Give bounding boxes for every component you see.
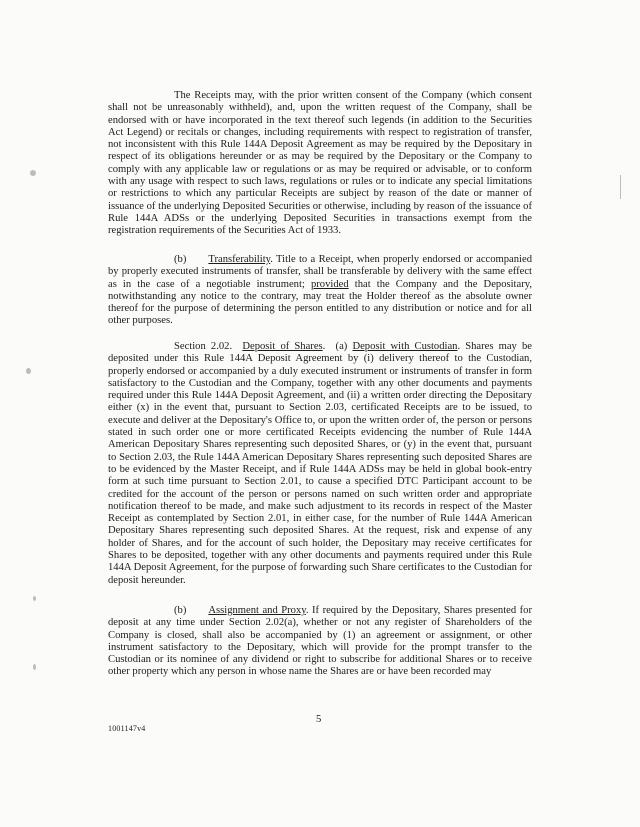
paragraph-receipt-legends: [108, 90, 532, 238]
provided-term: provided: [310, 278, 349, 290]
scan-speck: [30, 170, 36, 176]
subsection-heading: Assignment and Proxy: [208, 605, 306, 616]
paragraph-text: . If required by the Depositary, Shares presented for deposit at any time under Section 2.02(a), whether or not any register of Shareholders of the Company is closed, shall also be accompanied by (1) an agreement or assignment, or other instrument satisfactory to the Depositary, which will provide for the prompt transfer to the Custodian or its nominee of any dividend or right to subscribe for additional Shares or to receive other property which any person in whose name the Shares are or have been recorded may: [108, 605, 532, 678]
section-heading: Deposit of Shares: [242, 341, 323, 352]
paragraph-transferability: [108, 254, 532, 328]
paragraph-assignment-and-proxy: [108, 605, 532, 679]
paragraph-text: . Title to a Receipt, when properly endorsed or accompanied by properly executed instruments of transfer, shall be transferable by delivery with the same effect as in the case of a negotiable instrument;: [108, 254, 532, 290]
section-number: Section 2.02.: [174, 341, 233, 352]
paragraph-text: that the Company and the Depositary, notwithstanding any notice to the contrary, may treat the Holder thereof as the absolute owner thereof for the purpose of determining the person entitled to any distribution or notice and for all other purposes.: [108, 278, 532, 327]
paragraph-deposit-of-shares: Section 2.02. Deposit of Shares. (a) Deposit with Custodian. Shares may be deposited under this Rule 144A Deposit Agreement by (i) delivery thereof to the Custodian, properly endorsed or accompanied by a duly executed instrument or instruments of transfer in form satisfactory to the Custodian and the Company, together with any other documents and payments required under this Rule 144A Deposit Agreement, and (ii) a written order directing the Depositary either (x) in the event that, pursuant to Section 2.03, certificated Receipts are to be issued, to execute and deliver at the Depositary's Office to, or upon the written order of, the person or persons stated in such order one or more certificated Receipts evidencing the number of Rule 144A American Depositary Shares representing such deposited Shares, or (y) in the event that, pursuant to Section 2.03, the Rule 144A American Depositary Shares representing such deposited Shares are to be evidenced by the Master Receipt, and if Rule 144A ADSs may be held in global book-entry form at such time pursuant to Section 2.01, to cause a specified DTC Participant account to be credited for the account of the person or persons named on such written order and appropriate notification thereof to be made, and make such adjustment to its records in respect of the Master Receipt as contemplated by Section 2.01, in either case, for the number of Rule 144A American Depositary Shares representing such deposited Shares. At the request, risk and expense of any holder of Shares, and for the account of such holder, the Depositary may receive certificates for Shares to be deposited, together with any other documents and payments required under this Rule 144A Deposit Agreement, for the purpose of forwarding such Share certificates to the Custodian for deposit hereunder.: [108, 341, 532, 586]
scan-speck: [620, 175, 621, 199]
subsection-heading: Transferability: [208, 254, 271, 265]
subsection-label: (b): [174, 605, 187, 616]
subsection-label: (a): [335, 341, 348, 352]
paragraph-text: The Receipts may, with the prior written consent of the Company (which consent shall not be unreasonably withheld), and, upon the written request of the Company, shall be endorsed with or have incorporated in the text thereof such legends (in addition to the Securities Act Legend) or recitals or changes, including requirements with respect to registration of transfer, not inconsistent with this Rule 144A Deposit Agreement as may be required by the Depositary in respect of its obligations hereunder or as may be required by the Depositary or the Company to comply with any applicable law or regulations or as may be required or advisable, or to conform with any usage with respect to such laws, regulations or rules or to indicate any special limitations or restrictions to which any particular Receipts are subject by reason of the date or manner of issuance of the underlying Deposited Securities or otherwise, including by reason of the issuance of Rule 144A ADSs or the underlying Deposited Securities in transactions exempt from the registration requirements of the Securities Act of 1933.: [108, 90, 532, 237]
scan-speck: [33, 664, 36, 670]
document-id: 1001147v4: [108, 724, 146, 733]
subsection-heading: Deposit with Custodian: [352, 341, 458, 352]
page-number: 5: [316, 714, 322, 725]
paragraph-text: . Shares may be deposited under this Rule 144A Deposit Agreement by (i) delivery thereof to the Custodian, properly endorsed or accompanied by a duly executed instrument or instruments of transfer in form satisfactory to the Custodian and the Company, together with any other documents and payments required under this Rule 144A Deposit Agreement, and (ii) a written order directing the Depositary either (x) in the event that, pursuant to Section 2.03, certificated Receipts are to be issued, to execute and deliver at the Depositary's Office to, or upon the written order of, the person or persons stated in such order one or more certificated Receipts evidencing the number of Rule 144A American Depositary Shares representing such deposited Shares, or (y) in the event that, pursuant to Section 2.03, the Rule 144A American Depositary Shares representing such deposited Shares are to be evidenced by the Master Receipt, and if Rule 144A ADSs may be held in global book-entry form at such time pursuant to Section 2.01, to cause a specified DTC Participant account to be credited for the account of the person or persons named on such written order and appropriate notification thereof to be made, and make such adjustment to its records in respect of the Master Receipt as contemplated by Section 2.01, in either case, for the number of Rule 144A American Depositary Shares representing such deposited Shares. At the request, risk and expense of any holder of Shares, and for the account of such holder, the Depositary may receive certificates for Shares to be deposited, together with any other documents and payments required under this Rule 144A Deposit Agreement, for the purpose of forwarding such Share certificates to the Custodian for deposit hereunder.: [108, 341, 532, 586]
scan-speck: [33, 596, 36, 601]
subsection-label: (b): [174, 254, 187, 265]
scan-speck: [26, 368, 31, 374]
